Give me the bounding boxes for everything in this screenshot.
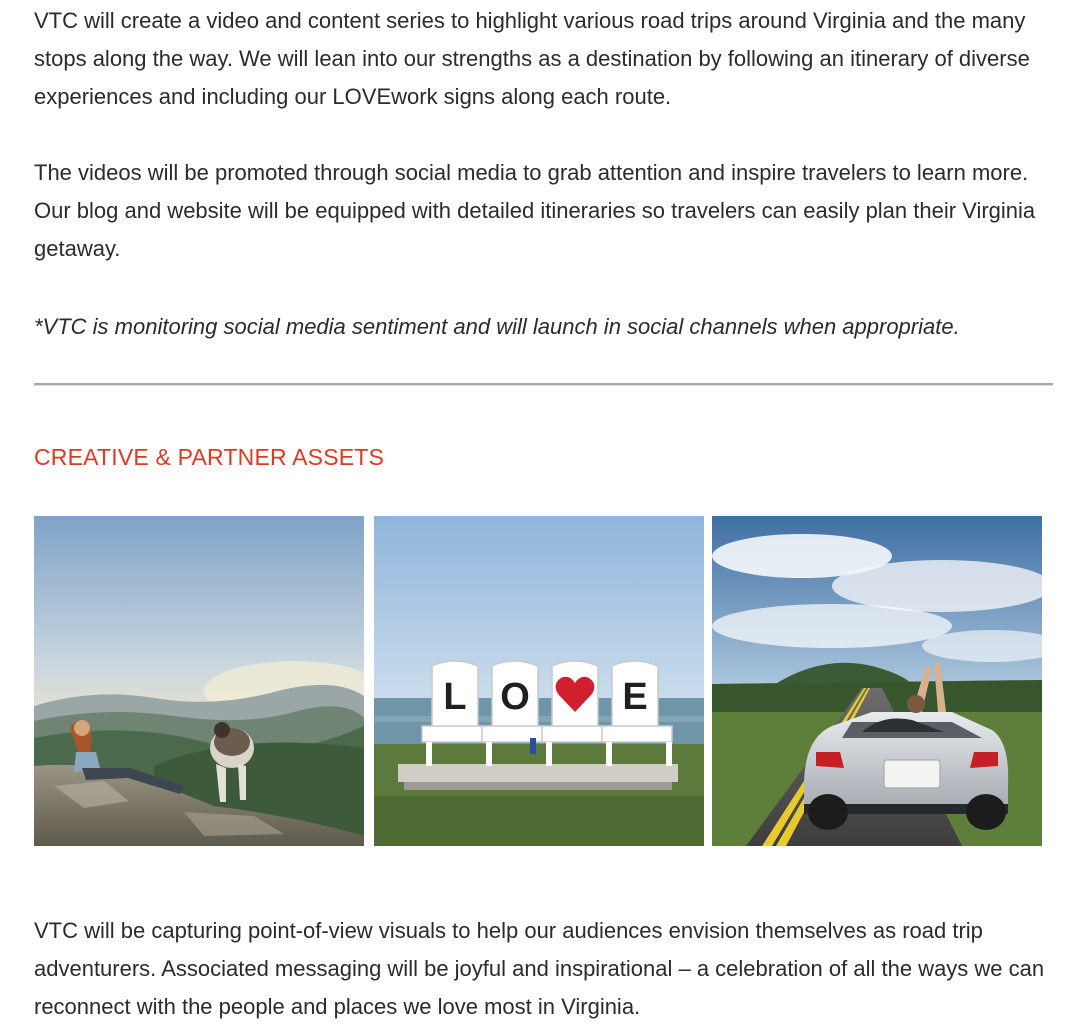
outro-paragraph: VTC will be capturing point-of-view visuals to help our audiences envision themselves as road trip adventurers. Associated messaging will be joyful and inspirational – a celebration of all the ways we can reconnect with the people and places we love most in Virginia. (34, 918, 1045, 1019)
monitoring-note: *VTC is monitoring social media sentiment and will launch in social channels when appropriate. (34, 314, 960, 339)
love-sign-photo (374, 516, 704, 846)
love-letter-e: E (622, 676, 648, 718)
section-divider (34, 383, 1053, 386)
section-heading: CREATIVE & PARTNER ASSETS (34, 444, 385, 470)
road-trip-car-photo (712, 516, 1042, 846)
love-letter-l: L (443, 676, 467, 718)
love-letter-o: O (500, 676, 530, 718)
intro-paragraph-1: VTC will create a video and content series to highlight various road trips around Virginia and the many stops along the way. We will lean into our strengths as a destination by following an itinerary of diverse experiences and including our LOVEwork signs along each route. (34, 8, 1030, 109)
mountain-overlook-photo (34, 516, 364, 846)
mountain-overlook-image (34, 516, 364, 846)
love-sign-image (374, 516, 704, 846)
intro-paragraph-2: The videos will be promoted through social media to grab attention and inspire travelers to learn more. Our blog and website will be equipped with detailed itineraries so travelers can easily plan their Virginia getaway. (34, 160, 1036, 261)
road-trip-car-image (712, 516, 1042, 846)
